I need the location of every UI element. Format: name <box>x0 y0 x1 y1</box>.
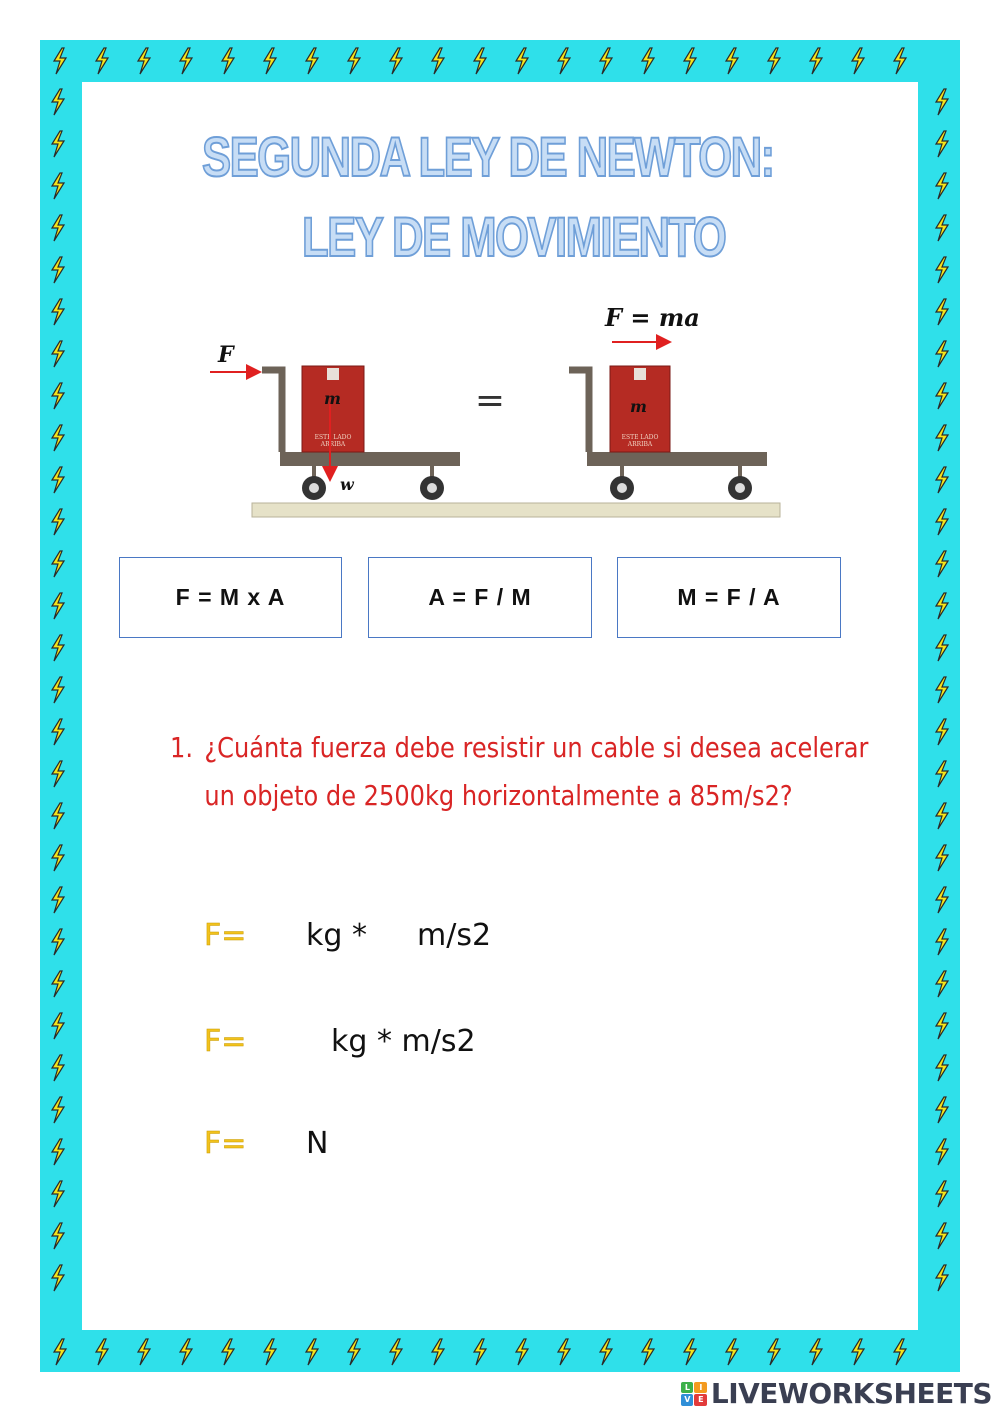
lightning-bolt-icon <box>92 47 112 75</box>
lightning-bolt-icon <box>48 466 68 494</box>
lightning-bolt-icon <box>48 928 68 956</box>
lightning-bolt-icon <box>764 47 784 75</box>
lightning-bolt-icon <box>512 47 532 75</box>
lightning-bolt-icon <box>344 1338 364 1366</box>
formula-box-mass: M = F / A <box>617 557 841 638</box>
answer-1-unit-kg: kg * <box>306 918 367 953</box>
lightning-bolt-icon <box>932 88 952 116</box>
lightning-bolt-icon <box>722 1338 742 1366</box>
lightning-bolt-icon <box>92 1338 112 1366</box>
lightning-bolt-icon <box>48 886 68 914</box>
lightning-bolt-icon <box>932 1138 952 1166</box>
lightning-bolt-icon <box>932 1180 952 1208</box>
lightning-bolt-icon <box>470 1338 490 1366</box>
lightning-bolt-icon <box>48 508 68 536</box>
lightning-bolt-icon <box>932 802 952 830</box>
lightning-bolt-icon <box>176 1338 196 1366</box>
lightning-bolt-icon <box>932 886 952 914</box>
lightning-bolt-icon <box>48 592 68 620</box>
lightning-bolt-icon <box>134 1338 154 1366</box>
lightning-bolt-icon <box>48 802 68 830</box>
lightning-bolt-icon <box>48 1180 68 1208</box>
lightning-bolt-icon <box>890 1338 910 1366</box>
question-number: 1. <box>170 731 193 764</box>
question-text: ¿Cuánta fuerza debe resistir un cable si desea acelerar un objeto de 2500kg horizontalmente a 85m/s2? <box>204 731 869 812</box>
force-label: F <box>218 342 234 368</box>
lightning-bolt-icon <box>386 47 406 75</box>
lightning-bolt-icon <box>680 1338 700 1366</box>
lightning-bolt-icon <box>260 47 280 75</box>
lightning-bolt-icon <box>302 1338 322 1366</box>
formula-box-force: F = M x A <box>119 557 342 638</box>
lightning-bolt-icon <box>932 214 952 242</box>
lightning-bolt-icon <box>638 1338 658 1366</box>
lightning-bolt-icon <box>48 214 68 242</box>
lightning-bolt-icon <box>932 1054 952 1082</box>
lightning-bolt-icon <box>48 256 68 284</box>
lightning-bolt-icon <box>344 47 364 75</box>
lightning-bolt-icon <box>932 382 952 410</box>
lightning-bolt-icon <box>48 172 68 200</box>
left-cart <box>262 366 460 500</box>
lightning-bolt-icon <box>680 47 700 75</box>
cart-diagram <box>200 300 800 525</box>
formula-box-acceleration: A = F / M <box>368 557 592 638</box>
answer-3-unit-n: N <box>306 1126 329 1161</box>
lightning-bolt-icon <box>470 47 490 75</box>
box-text-right-1: ESTE LADO <box>621 434 659 441</box>
lightning-bolt-icon <box>260 1338 280 1366</box>
lightning-bolt-icon <box>932 634 952 662</box>
lightning-bolt-icon <box>932 1264 952 1292</box>
lightning-bolt-icon <box>50 47 70 75</box>
lightning-bolt-icon <box>48 1264 68 1292</box>
box-text-left-2: ARRIBA <box>320 441 346 448</box>
lightning-bolt-icon <box>48 550 68 578</box>
lightning-bolt-icon <box>48 634 68 662</box>
lightning-bolt-icon <box>806 47 826 75</box>
lightning-bolt-icon <box>932 1096 952 1124</box>
lightning-bolt-icon <box>932 298 952 326</box>
lightning-bolt-icon <box>48 88 68 116</box>
liveworksheets-logo-icon: L I V E <box>681 1382 707 1406</box>
answer-2-units: kg * m/s2 <box>331 1024 476 1059</box>
lightning-bolt-icon <box>932 718 952 746</box>
lightning-bolt-icon <box>134 47 154 75</box>
lightning-bolt-icon <box>932 508 952 536</box>
answer-label-1: F= <box>204 918 247 953</box>
lightning-bolt-icon <box>932 172 952 200</box>
formula-label: F = ma <box>605 303 700 332</box>
title-line-1: SEGUNDA LEY DE NEWTON: <box>202 125 774 188</box>
lightning-bolt-icon <box>176 47 196 75</box>
lightning-bolt-icon <box>932 928 952 956</box>
lightning-bolt-icon <box>932 844 952 872</box>
lightning-bolt-icon <box>48 844 68 872</box>
lightning-bolt-icon <box>848 47 868 75</box>
lightning-bolt-icon <box>218 47 238 75</box>
lightning-bolt-icon <box>48 718 68 746</box>
mass-label-left: m <box>324 389 341 408</box>
lightning-bolt-icon <box>512 1338 532 1366</box>
lightning-bolt-icon <box>428 1338 448 1366</box>
lightning-bolt-icon <box>932 1222 952 1250</box>
lightning-bolt-icon <box>48 1096 68 1124</box>
lightning-bolt-icon <box>806 1338 826 1366</box>
lightning-bolt-icon <box>48 298 68 326</box>
lightning-bolt-icon <box>48 1138 68 1166</box>
lightning-bolt-icon <box>48 676 68 704</box>
lightning-bolt-icon <box>932 466 952 494</box>
lightning-bolt-icon <box>48 340 68 368</box>
lightning-bolt-icon <box>302 47 322 75</box>
lightning-bolt-icon <box>48 1222 68 1250</box>
lightning-bolt-icon <box>722 47 742 75</box>
answer-label-3: F= <box>204 1126 247 1161</box>
weight-label: w <box>340 475 354 494</box>
floor <box>252 503 780 517</box>
lightning-bolt-icon <box>932 970 952 998</box>
box-text-left-1: ESTE LADO <box>314 434 352 441</box>
lightning-bolt-icon <box>932 676 952 704</box>
lightning-bolt-icon <box>48 1054 68 1082</box>
title-line-2: LEY DE MOVIMIENTO <box>302 205 726 268</box>
lightning-bolt-icon <box>890 47 910 75</box>
lightning-bolt-icon <box>932 256 952 284</box>
lightning-bolt-icon <box>48 424 68 452</box>
lightning-bolt-icon <box>932 550 952 578</box>
lightning-bolt-icon <box>48 130 68 158</box>
lightning-bolt-icon <box>554 47 574 75</box>
lightning-bolt-icon <box>386 1338 406 1366</box>
lightning-bolt-icon <box>932 340 952 368</box>
lightning-bolt-icon <box>932 592 952 620</box>
mass-label-right: m <box>630 397 647 416</box>
lightning-bolt-icon <box>596 1338 616 1366</box>
lightning-bolt-icon <box>596 47 616 75</box>
lightning-bolt-icon <box>848 1338 868 1366</box>
lightning-bolt-icon <box>932 424 952 452</box>
lightning-bolt-icon <box>50 1338 70 1366</box>
lightning-bolt-icon <box>932 1012 952 1040</box>
right-cart <box>569 366 767 500</box>
lightning-bolt-icon <box>428 47 448 75</box>
answer-1-unit-acc: m/s2 <box>417 918 492 953</box>
lightning-bolt-icon <box>48 1012 68 1040</box>
brand-footer <box>681 1377 992 1410</box>
lightning-bolt-icon <box>932 760 952 788</box>
brand-name: LIVEWORKSHEETS <box>710 1377 992 1410</box>
equals-sign: = <box>474 380 506 421</box>
lightning-bolt-icon <box>48 970 68 998</box>
lightning-bolt-icon <box>638 47 658 75</box>
lightning-bolt-icon <box>48 382 68 410</box>
lightning-bolt-icon <box>48 760 68 788</box>
answer-label-2: F= <box>204 1024 247 1059</box>
lightning-bolt-icon <box>554 1338 574 1366</box>
lightning-bolt-icon <box>764 1338 784 1366</box>
lightning-bolt-icon <box>932 130 952 158</box>
box-text-right-2: ARRIBA <box>627 441 653 448</box>
lightning-bolt-icon <box>218 1338 238 1366</box>
